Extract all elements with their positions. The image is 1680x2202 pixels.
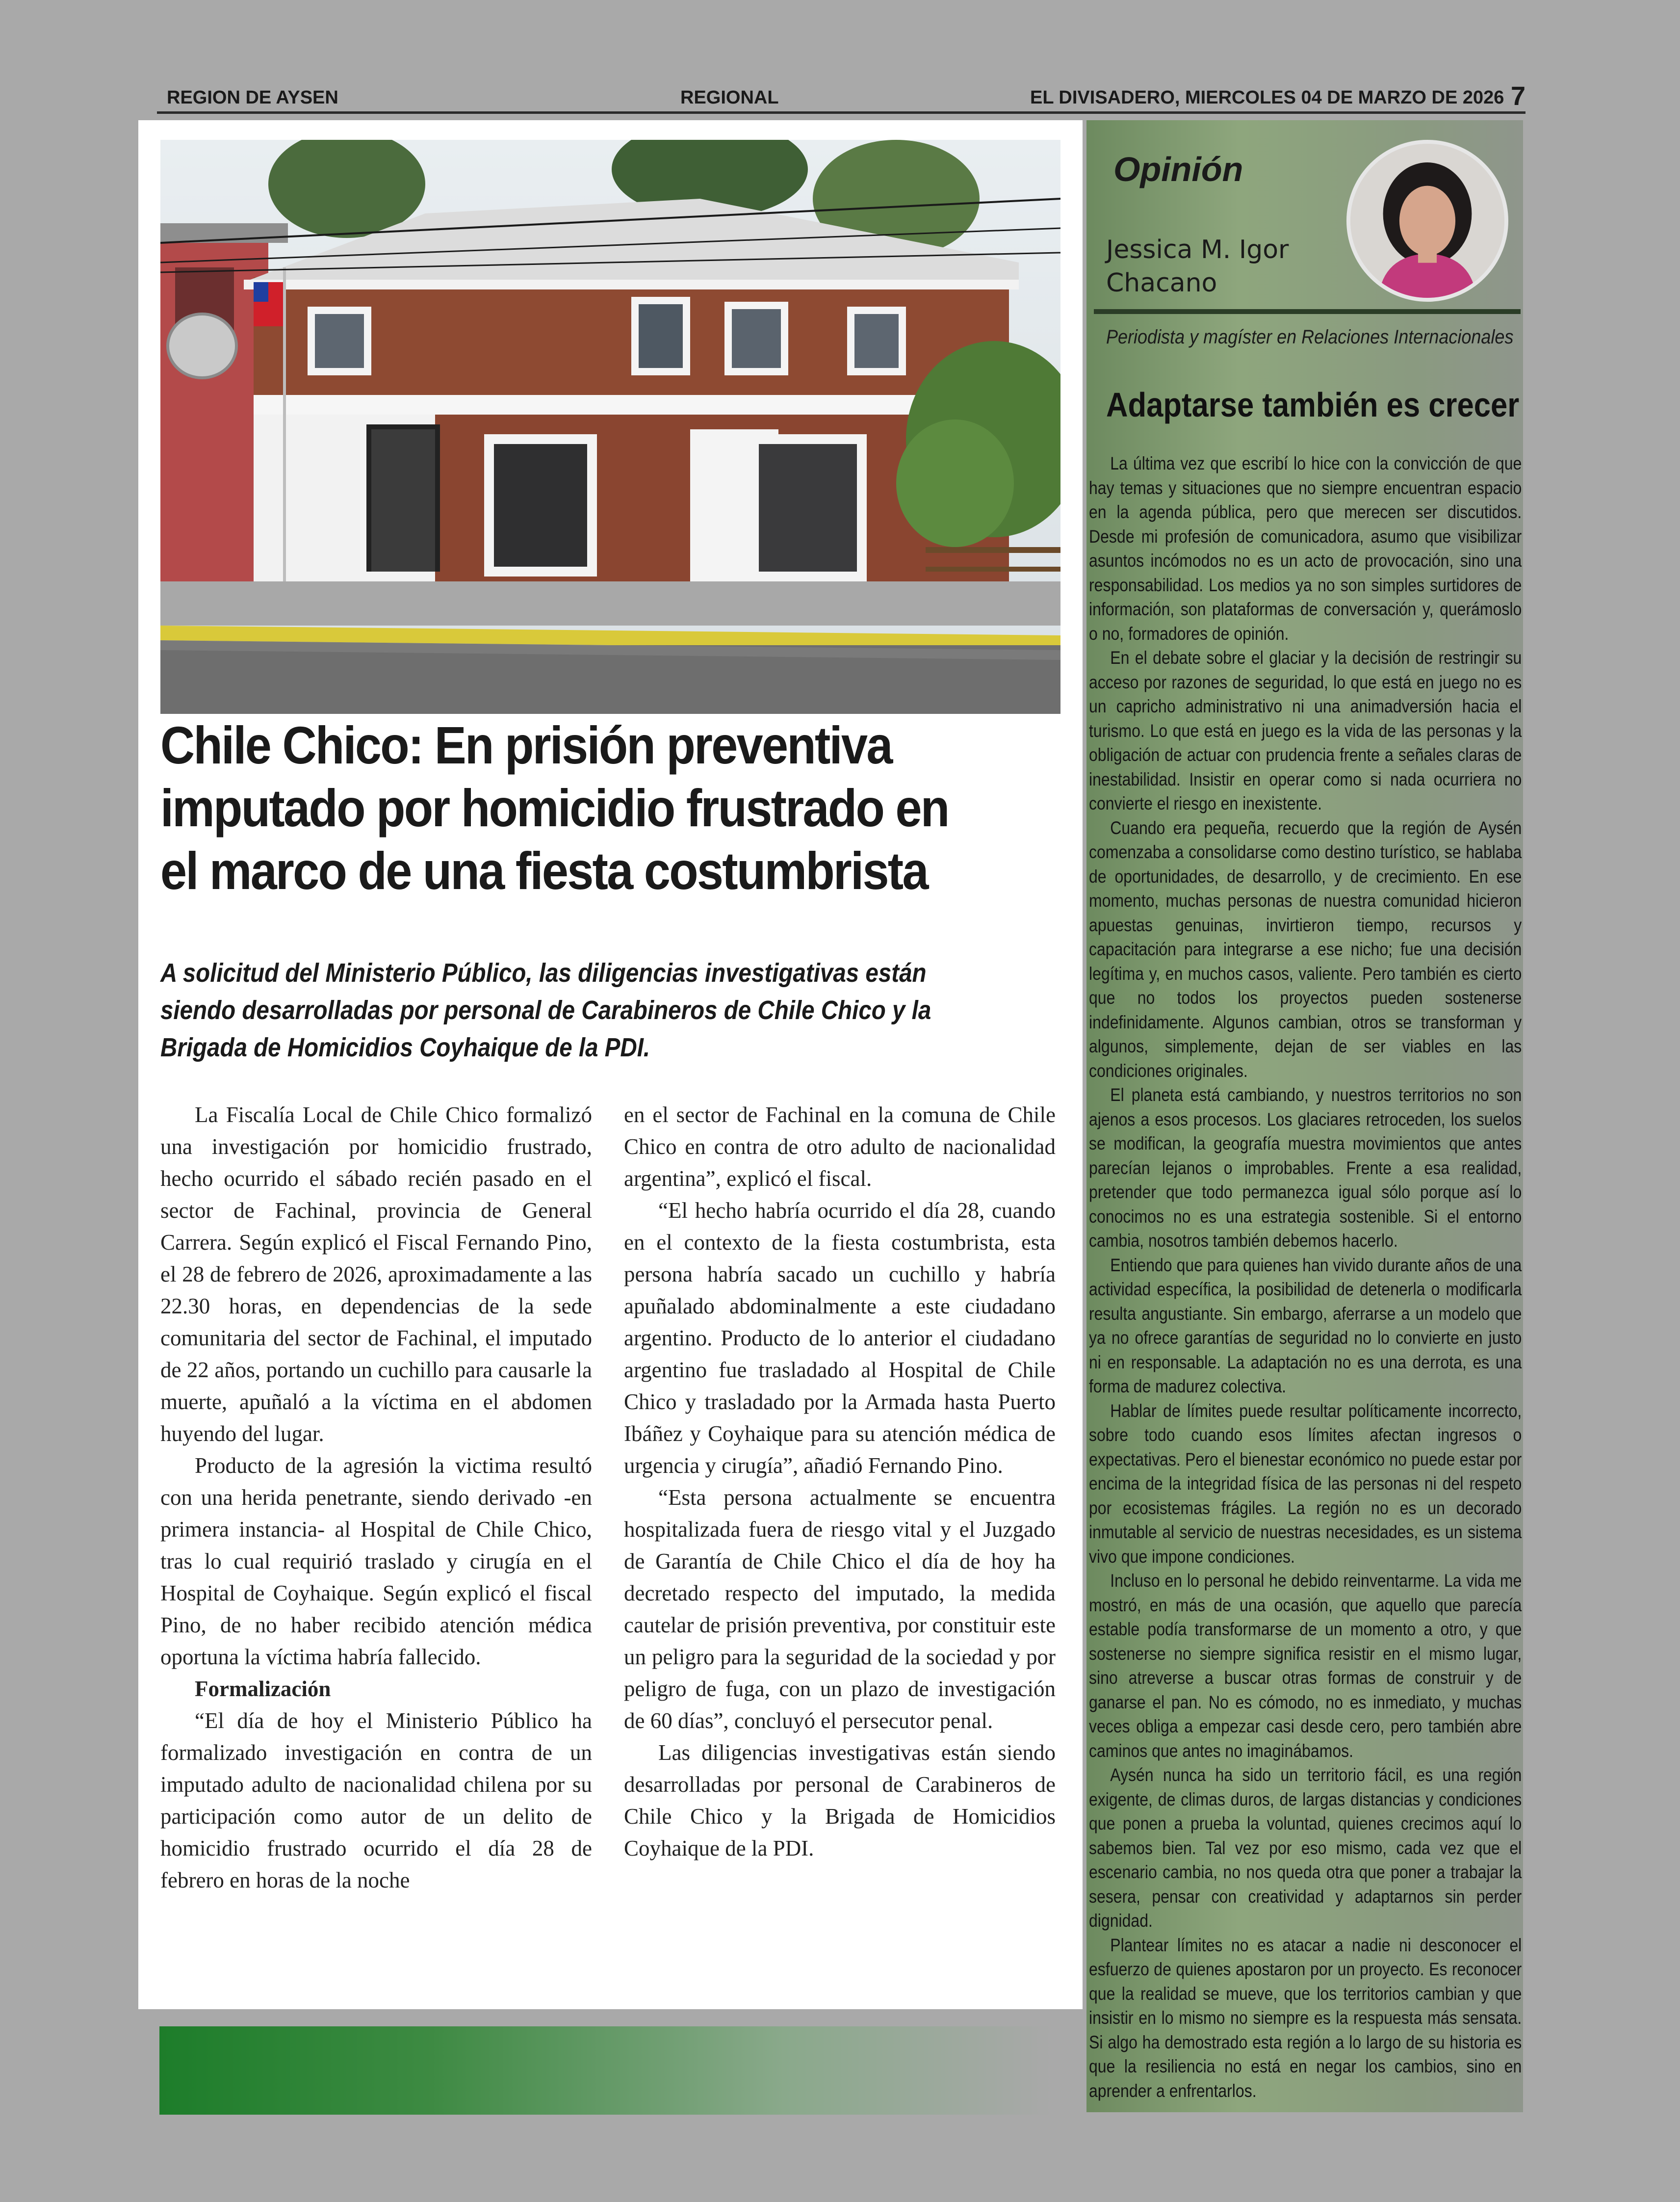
paragraph: Cuando era pequeña, recuerdo que la región de Aysén comenzaba a consolidarse como destino turístico, se hablaba de oportunidades, de desarrollo, y de crecimiento. En ese momento, muchas personas de nuestra comunidad hicieron apuestas genuinas, invirtieron tiempo, recursos y capacitación para integrarse a ese nicho; fue una decisión legítima y, en muchos casos, valiente. Pero también es cierto que no todos los proyectos pueden sostenerse indefinidamente. Algunos cambian, otros se transforman y algunos, simplemente, dejan de ser viables en las condiciones originales. xyxy=(1089,817,1522,1081)
header-region: REGION DE AYSEN xyxy=(167,87,338,108)
paragraph: “El día de hoy el Ministerio Público ha formalizado investigación en contra de un imputado adulto de nacionalidad chilena por su participación como autor de un delito de homicidio frustrado ocurrido el día 28 de febrero en horas de la noche xyxy=(160,1708,592,1892)
article-column-2 xyxy=(624,1099,1056,1864)
page-number: 7 xyxy=(1510,81,1525,111)
article-headline: Chile Chico: En prisión preventiva imputado por homicidio frustrado en el marco de una fiesta costumbrista xyxy=(160,715,949,900)
paragraph: Aysén nunca ha sido un territorio fácil, es una región exigente, de climas duros, de largas distancias y condiciones que ponen a prueba la voluntad, quienes crecimos aquí lo sabemos bien. Tal vez por eso mismo, cada vez que el escenario cambia, no nos queda otra que poner a trabajar la sesera, pensar con creatividad y adaptarnos sin perder dignidad. xyxy=(1089,1765,1522,1931)
article-subhead: A solicitud del Ministerio Público, las diligencias investigativas están siendo desarrolladas por personal de Carabineros de Chile Chico y la Brigada de Homicidios Coyhaique de la PDI. xyxy=(160,958,931,1062)
paragraph: Entiendo que para quienes han vivido durante años de una actividad específica, la posibilidad de detenerla o modificarla resulta angustiante. Sin embargo, aferrarse a un modelo que ya no ofrece garantías de seguridad no lo convierte en justo ni en responsable. La adaptación no es una derrota, es una forma de madurez colectiva. xyxy=(1089,1255,1522,1396)
paragraph: Las diligencias investigativas están siendo desarrolladas por personal de Carabineros de Chile Chico y la Brigada de Homicidios Coyhaique de la PDI. xyxy=(624,1740,1056,1861)
paragraph: Plantear límites no es atacar a nadie ni desconocer el esfuerzo de quienes apostaron por un proyecto. Es reconocer que la realidad se mueve, que los territorios cambian y que insistir en lo mismo no siempre es la respuesta más sensata. Si algo ha demostrado esta región a lo largo de su historia es que la resiliencia no está en negar los cambios, sino en aprender a enfrentarlos. xyxy=(1089,1935,1522,2101)
page-header xyxy=(157,83,1525,114)
paragraph: La Fiscalía Local de Chile Chico formalizó una investigación por homicidio frustrado, hecho ocurrido el sábado recién pasado en el sector de Fachinal, provincia de General Carrera. Según explicó el Fiscal Fernando Pino, el 28 de febrero de 2026, aproximadamente a las 22.30 horas, en dependencias de la sede comunitaria del sector de Fachinal, el imputado de 22 años, portando un cuchillo para causarle la muerte, apuñaló a la víctima en el abdomen huyendo del lugar. xyxy=(160,1102,592,1446)
bottom-banner xyxy=(159,2026,1052,2115)
header-date: EL DIVISADERO, MIERCOLES 04 DE MARZO DE 2026 xyxy=(1030,87,1504,108)
paragraph: Incluso en lo personal he debido reinventarme. La vida me mostró, en más de una ocasión, que aquello que parecía estable podía transformarse de un momento a otro, y que sostenerse no siempre significa resistir en el mismo lugar, sino atreverse a buscar otras formas de construir y de ganarse el pan. No es cómodo, no es inmediato, y muchas veces obliga a empezar casi desde cero, pero también abre caminos que antes no imaginábamos. xyxy=(1089,1571,1522,1761)
paragraph: El planeta está cambiando, y nuestros territorios no son ajenos a esos procesos. Los glaciares retroceden, los suelos se modifican, la geografía muestra movimientos que antes parecían lejanos o improbables. Frente a esa realidad, pretender que todo permanezca igual sólo porque así lo conocimos no es una estrategia sostenible. Si el entorno cambia, nosotros también debemos hacerlo. xyxy=(1089,1085,1522,1251)
opinion-divider xyxy=(1094,309,1521,314)
author-portrait-illustration xyxy=(1350,144,1504,298)
paragraph: En el debate sobre el glaciar y la decisión de restringir su acceso por razones de seguridad, lo que está en juego no es un capricho administrativo ni una animadversión hacia el turismo. Lo que está en juego es la vida de las personas y la obligación de actuar con prudencia frente a señales claras de inestabilidad. Insistir en operar como si nada ocurriera no convierte el riesgo en inexistente. xyxy=(1089,648,1522,813)
article-photo xyxy=(160,140,1060,714)
header-section: REGIONAL xyxy=(680,87,779,108)
paragraph: en el sector de Fachinal en la comuna de Chile Chico en contra de otro adulto de nacionalidad argentina”, explicó el fiscal. xyxy=(624,1102,1056,1191)
paragraph: La última vez que escribí lo hice con la convicción de que hay temas y situaciones que no siempre encuentran espacio en la agenda pública, pero que merecen ser discutidos. Desde mi profesión de comunicadora, asumo que visibilizar asuntos incómodos no es un acto de provocación, sino una responsabilidad. Los medios ya no son simples surtidores de información, son plataformas de conversación y, querámoslo o no, formadores de opinión. xyxy=(1089,453,1522,644)
section-subtitle: Formalización xyxy=(195,1677,331,1701)
main-article xyxy=(138,120,1083,2009)
opinion-author: Jessica M. Igor Chacano xyxy=(1106,235,1289,298)
article-column-1 xyxy=(160,1099,592,1896)
opinion-title: Adaptarse también es crecer xyxy=(1106,386,1520,424)
paragraph: “Esta persona actualmente se encuentra hospitalizada fuera de riesgo vital y el Juzgado de Garantía de Chile Chico el día de hoy ha decretado respecto del imputado, la medida cautelar de prisión preventiva, por constituir este un peligro para la seguridad de la sociedad y por peligro de fuga, con un plazo de investigación de 60 días”, concluyó el persecutor penal. xyxy=(624,1485,1056,1733)
paragraph: Producto de la agresión la victima resultó con una herida penetrante, siendo derivado -en primera instancia- al Hospital de Chile Chico, tras lo cual requirió traslado y cirugía en el Hospital de Coyhaique. Según explicó el fiscal Pino, de no haber recibido atención médica oportuna la víctima habría fallecido. xyxy=(160,1453,592,1669)
building-photo-illustration xyxy=(160,140,1060,714)
opinion-label: Opinión xyxy=(1113,150,1243,188)
opinion-body xyxy=(1089,451,1522,2103)
paragraph: Hablar de límites puede resultar políticamente incorrecto, sobre todo cuando esos límites afectan ingresos o expectativas. Pero el bienestar económico no puede estar por encima de la integridad física de las personas ni del respeto por ecosistemas frágiles. La región no es un decorado inmutable al servicio de nuestras necesidades, es un sistema vivo que impone condiciones. xyxy=(1089,1400,1522,1567)
author-avatar xyxy=(1346,140,1508,302)
opinion-column xyxy=(1086,120,1523,2112)
author-role: Periodista y magíster en Relaciones Internacionales xyxy=(1106,326,1514,348)
paragraph: “El hecho habría ocurrido el día 28, cuando en el contexto de la fiesta costumbrista, esta persona habría sacado un cuchillo y habría apuñalado abdominalmente a este ciudadano argentino. Producto de lo anterior el ciudadano argentino fue trasladado al Hospital de Chile Chico y trasladado por la Armada hasta Puerto Ibáñez y Coyhaique para su atención médica de urgencia y cirugía”, añadió Fernando Pino. xyxy=(624,1198,1056,1478)
